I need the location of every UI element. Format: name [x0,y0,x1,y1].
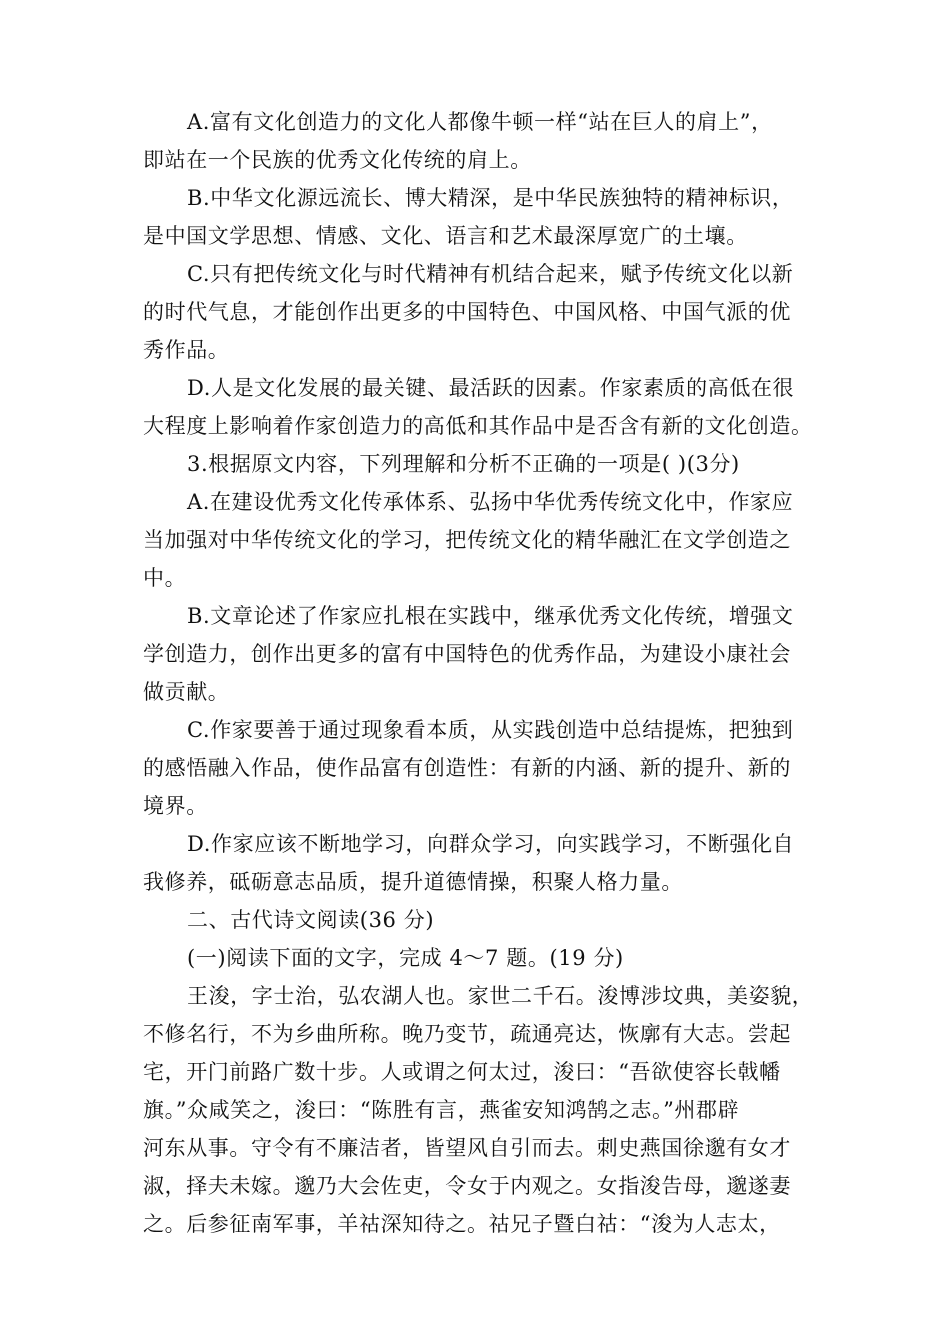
question-heading: 3.根据原文内容，下列理解和分析不正确的一项是( )(3分) [187,452,740,476]
text-line: 秀作品。 [143,338,230,362]
text-line: 即站在一个民族的优秀文化传统的肩上。 [143,148,532,172]
text-line: 的时代气息，才能创作出更多的中国特色、中国风格、中国气派的优 [143,300,791,324]
text-line: 学创造力，创作出更多的富有中国特色的优秀作品，为建设小康社会 [143,642,791,666]
section-heading: 二、古代诗文阅读(36 分) [187,908,435,932]
text-line: 大程度上影响着作家创造力的高低和其作品中是否含有新的文化创造。 [143,414,813,438]
passage-line: 不修名行，不为乡曲所称。晚乃变节，疏通亮达，恢廓有大志。尝起 [143,1022,791,1046]
text-line: C.作家要善于通过现象看本质，从实践创造中总结提炼，把独到 [187,718,794,742]
text-line: 是中国文学思想、情感、文化、语言和艺术最深厚宽广的土壤。 [143,224,748,248]
text-line: 做贡献。 [143,680,230,704]
text-line: A.在建设优秀文化传承体系、弘扬中华优秀传统文化中，作家应 [187,490,794,514]
passage-line: 之。后参征南军事，羊祜深知待之。祜兄子暨白祜：“浚为人志太， [143,1212,781,1236]
text-line: B.中华文化源远流长、博大精深，是中华民族独特的精神标识， [187,186,794,210]
text-line: A.富有文化创造力的文化人都像牛顿一样“站在巨人的肩上”， [187,110,773,134]
passage-line: 河东从事。守令有不廉洁者，皆望风自引而去。刺史燕国徐邈有女才 [143,1136,791,1160]
text-line: D.人是文化发展的最关键、最活跃的因素。作家素质的高低在很 [187,376,795,400]
passage-line: 旗。”众咸笑之，浚曰：“陈胜有言，燕雀安知鸿鹄之志。”州郡辟 [143,1098,740,1122]
text-line: B.文章论述了作家应扎根在实践中，继承优秀文化传统，增强文 [187,604,794,628]
subsection-heading: (一)阅读下面的文字，完成 4～7 题。(19 分) [187,946,624,970]
text-line: 当加强对中华传统文化的学习，把传统文化的精华融汇在文学创造之 [143,528,791,552]
passage-line: 王浚，字士治，弘农湖人也。家世二千石。浚博涉坟典，美姿貌， [187,984,814,1008]
text-line: 的感悟融入作品，使作品富有创造性：有新的内涵、新的提升、新的 [143,756,791,780]
text-line: 境界。 [143,794,208,818]
passage-line: 淑，择夫未嫁。邈乃大会佐吏，令女于内观之。女指浚告母，邈遂妻 [143,1174,791,1198]
text-line: C.只有把传统文化与时代精神有机结合起来，赋予传统文化以新 [187,262,794,286]
text-line: D.作家应该不断地学习，向群众学习，向实践学习，不断强化自 [187,832,795,856]
text-line: 中。 [143,566,187,590]
passage-line: 宅，开门前路广数十步。人或谓之何太过，浚曰：“吾欲使容长戟幡 [143,1060,781,1084]
text-line: 我修养，砥砺意志品质，提升道德情操，积聚人格力量。 [143,870,683,894]
